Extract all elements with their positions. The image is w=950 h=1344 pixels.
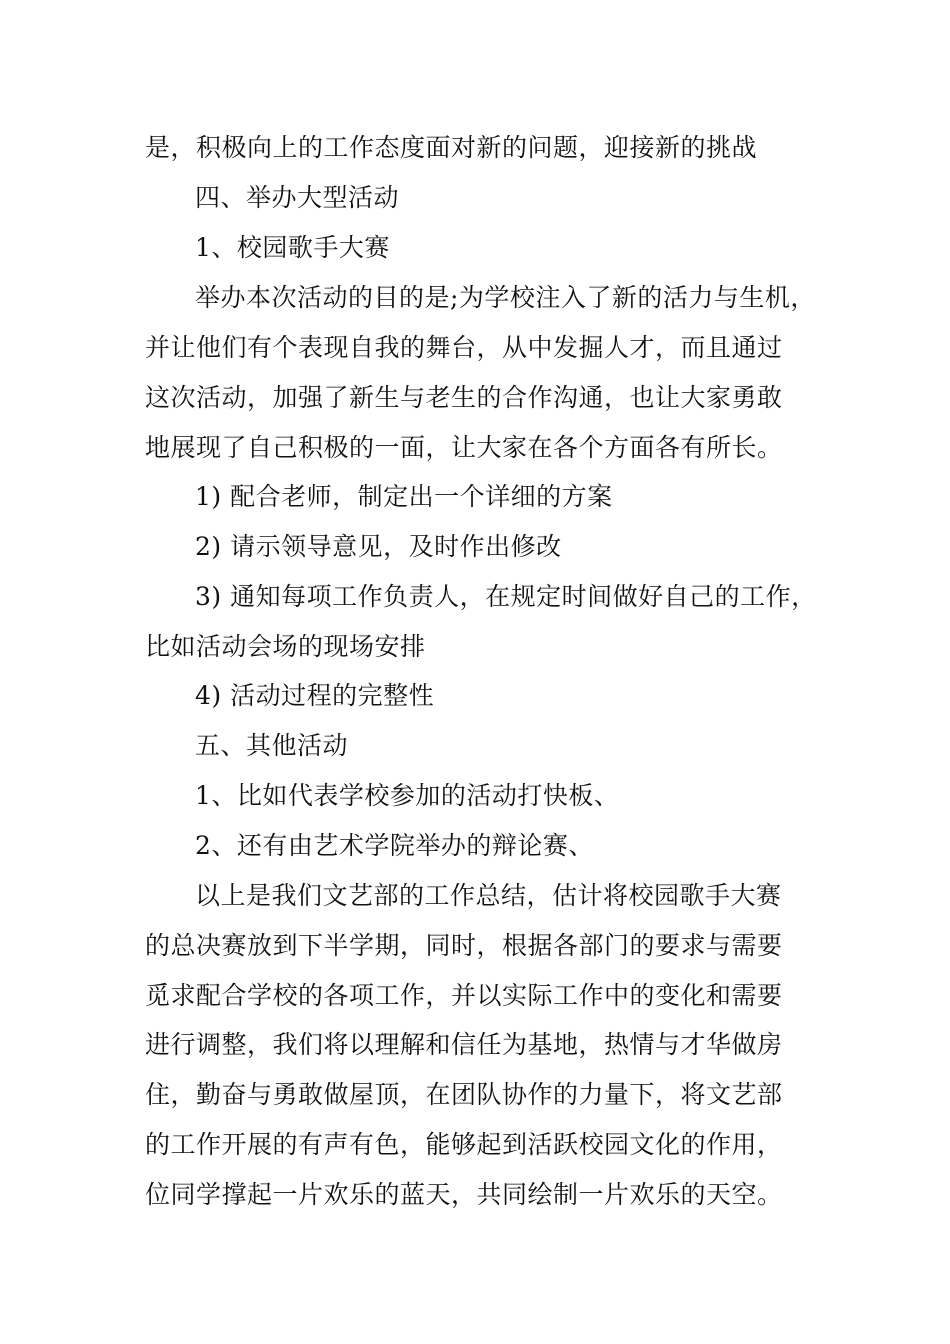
list-item: 4) 活动过程的完整性 [195,681,435,710]
text-line: 是，积极向上的工作态度面对新的问题，迎接新的挑战 [145,133,758,162]
section-heading: 五、其他活动 [195,731,349,760]
list-item: 2) 请示领导意见，及时作出修改 [195,532,562,561]
list-item: 1、比如代表学校参加的活动打快板、 [195,781,620,810]
section-heading: 四、举办大型活动 [195,183,400,212]
text-line: 的工作开展的有声有色，能够起到活跃校园文化的作用， [145,1130,783,1159]
subsection-heading: 1、校园歌手大赛 [195,233,390,262]
text-line: 住，勤奋与勇敢做屋顶，在团队协作的力量下，将文艺部 [145,1080,783,1109]
text-line: 地展现了自己积极的一面，让大家在各个方面各有所长。 [145,433,783,462]
text-line: 举办本次活动的目的是;为学校注入了新的活力与生机， [195,283,816,312]
text-line: 位同学撑起一片欢乐的蓝天，共同绘制一片欢乐的天空。 [145,1180,783,1209]
text-line: 的总决赛放到下半学期，同时，根据各部门的要求与需要 [145,931,783,960]
text-line: 比如活动会场的现场安排 [145,632,426,661]
text-line: 觅求配合学校的各项工作，并以实际工作中的变化和需要 [145,981,783,1010]
text-line: 并让他们有个表现自我的舞台，从中发掘人才，而且通过 [145,333,783,362]
text-line: 进行调整，我们将以理解和信任为基地，热情与才华做房 [145,1030,783,1059]
list-item: 3) 通知每项工作负责人，在规定时间做好自己的工作， [195,582,817,611]
list-item: 1) 配合老师，制定出一个详细的方案 [195,482,613,511]
list-item: 2、还有由艺术学院举办的辩论赛、 [195,831,594,860]
text-line: 这次活动，加强了新生与老生的合作沟通，也让大家勇敢 [145,383,783,412]
text-line: 以上是我们文艺部的工作总结，估计将校园歌手大赛 [195,881,782,910]
